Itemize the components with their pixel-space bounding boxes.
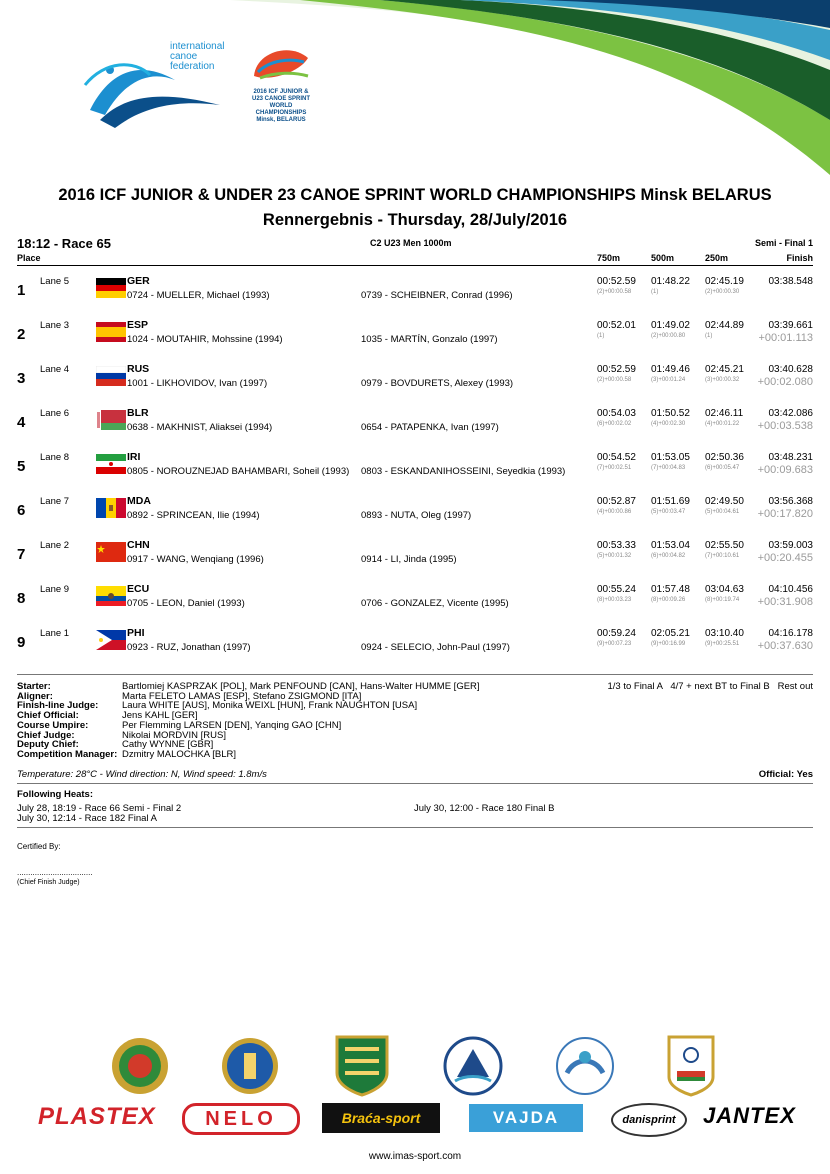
icf-logo — [80, 40, 240, 130]
result-finish-gap: +00:01.113 — [758, 332, 813, 344]
result-place: 5 — [17, 458, 26, 475]
result-place: 7 — [17, 546, 26, 563]
gap-250m: (4)+00:01.22 — [705, 421, 740, 427]
sponsor-braca-sport: Braća-sport — [322, 1103, 440, 1133]
result-row — [0, 628, 830, 672]
gap-750m: (2)+00:00.58 — [597, 289, 632, 295]
result-finish: 04:16.178 — [768, 628, 813, 639]
column-500m: 500m — [651, 253, 675, 263]
official-role: Starter: — [17, 681, 51, 692]
split-750m: 00:54.03 — [597, 408, 636, 419]
result-lane: Lane 6 — [40, 408, 70, 419]
flag-icon — [96, 586, 126, 606]
race-category: C2 U23 Men 1000m — [370, 238, 452, 248]
result-nation: ESP — [127, 319, 149, 331]
result-finish-gap: +00:02.080 — [757, 376, 813, 388]
result-athlete-1: 0638 - MAKHNIST, Aliaksei (1994) — [127, 422, 273, 433]
progression-rules: 1/3 to Final A 4/7 + next BT to Final B Rest out — [607, 681, 813, 692]
result-lane: Lane 5 — [40, 276, 70, 287]
gap-750m: (6)+00:02.02 — [597, 421, 632, 427]
result-athlete-2: 0739 - SCHEIBNER, Conrad (1996) — [361, 290, 513, 301]
split-750m: 00:52.59 — [597, 364, 636, 375]
result-place: 4 — [17, 414, 26, 431]
split-250m: 02:45.19 — [705, 276, 744, 287]
column-finish: Finish — [786, 253, 813, 263]
following-rule — [17, 827, 813, 828]
split-750m: 00:52.87 — [597, 496, 636, 507]
gap-250m: (2)+00:00.30 — [705, 289, 740, 295]
split-500m: 01:49.46 — [651, 364, 690, 375]
split-500m: 01:49.02 — [651, 320, 690, 331]
split-250m: 02:50.36 — [705, 452, 744, 463]
official-role: Finish-line Judge: — [17, 700, 99, 712]
result-athlete-2: 0914 - LI, Jinda (1995) — [361, 554, 457, 565]
official-names: Per Flemming LARSEN [DEN], Yanqing GAO [CHN] — [122, 719, 342, 731]
official-role: Chief Judge: — [17, 729, 75, 741]
official-names: Cathy WYNNE [GBR] — [122, 739, 214, 751]
result-nation: ECU — [127, 583, 150, 595]
gap-750m: (5)+00:01.32 — [597, 553, 632, 559]
result-row — [0, 408, 830, 452]
result-athlete-1: 1001 - LIKHOVIDOV, Ivan (1997) — [127, 378, 268, 389]
result-lane: Lane 3 — [40, 320, 70, 331]
result-place: 6 — [17, 502, 26, 519]
gap-500m: (2)+00:00.80 — [651, 333, 686, 339]
result-finish: 03:59.003 — [768, 540, 813, 551]
result-nation: IRI — [127, 451, 141, 463]
split-250m: 02:45.21 — [705, 364, 744, 375]
gap-750m: (8)+00:03.23 — [597, 597, 632, 603]
header-rule — [17, 265, 813, 266]
flag-icon — [96, 410, 126, 430]
gap-250m: (7)+00:10.61 — [705, 553, 740, 559]
result-row — [0, 452, 830, 496]
result-athlete-2: 1035 - MARTÍN, Gonzalo (1997) — [361, 334, 498, 345]
result-finish: 04:10.456 — [768, 584, 813, 595]
gap-500m: (8)+00:09.26 — [651, 597, 686, 603]
result-athlete-2: 0706 - GONZALEZ, Vicente (1995) — [361, 598, 509, 609]
result-lane: Lane 8 — [40, 452, 70, 463]
official-names: Nikolai MORDVIN [RUS] — [122, 729, 226, 741]
result-place: 9 — [17, 634, 26, 651]
result-lane: Lane 4 — [40, 364, 70, 375]
gap-250m: (8)+00:19.74 — [705, 597, 740, 603]
split-750m: 00:52.59 — [597, 276, 636, 287]
result-place: 3 — [17, 370, 26, 387]
results-rule — [17, 674, 813, 675]
gap-750m: (7)+00:02.51 — [597, 465, 632, 471]
official-role: Competition Manager: — [17, 748, 118, 760]
flag-icon — [96, 498, 126, 518]
split-250m: 02:55.50 — [705, 540, 744, 551]
split-500m: 01:50.52 — [651, 408, 690, 419]
official-role: Course Umpire: — [17, 719, 89, 731]
column-750m: 750m — [597, 253, 621, 263]
sponsor-emblem-5 — [555, 1035, 615, 1102]
result-nation: GER — [127, 275, 150, 287]
split-500m: 01:51.69 — [651, 496, 690, 507]
split-750m: 00:52.01 — [597, 320, 636, 331]
split-500m: 02:05.21 — [651, 628, 690, 639]
gap-500m: (9)+00:16.99 — [651, 641, 686, 647]
split-500m: 01:53.05 — [651, 452, 690, 463]
flag-icon — [96, 454, 126, 474]
result-row — [0, 584, 830, 628]
gap-500m: (6)+00:04.82 — [651, 553, 686, 559]
flag-icon — [96, 630, 126, 650]
gap-500m: (1) — [651, 289, 659, 295]
result-finish: 03:40.628 — [768, 364, 813, 375]
split-500m: 01:53.04 — [651, 540, 690, 551]
result-finish: 03:48.231 — [768, 452, 813, 463]
official-role: Aligner: — [17, 690, 53, 702]
weather-info: Temperature: 28°C - Wind direction: N, Wind speed: 1.8m/s — [17, 769, 267, 780]
official-names: Bartlomiej KASPRZAK [POL], Mark PENFOUND [CAN], Hans-Walter HUMME [GER] — [122, 681, 480, 692]
official-names: Marta FELETO LAMAS [ESP], Stefano ZSIGMOND [ITA] — [122, 690, 362, 702]
result-athlete-2: 0654 - PATAPENKA, Ivan (1997) — [361, 422, 499, 433]
following-heat-2: July 30, 12:14 - Race 182 Final A — [17, 813, 157, 824]
sponsor-emblem-2 — [220, 1035, 280, 1102]
event-logo-icon — [250, 42, 312, 84]
result-athlete-1: 0923 - RUZ, Jonathan (1997) — [127, 642, 251, 653]
certified-dots: .................................. — [17, 868, 93, 877]
event-logo-text: 2016 ICF JUNIOR & U23 CANOE SPRINT WORLD CHAMPIONSHIPS Minsk, BELARUS — [251, 89, 310, 123]
result-finish-gap: +00:20.455 — [757, 552, 813, 564]
gap-250m: (9)+00:25.51 — [705, 641, 740, 647]
race-time: 18:12 - Race 65 — [17, 236, 111, 251]
gap-500m: (7)+00:04.83 — [651, 465, 686, 471]
result-place: 2 — [17, 326, 26, 343]
result-finish: 03:39.661 — [768, 320, 813, 331]
split-500m: 01:57.48 — [651, 584, 690, 595]
column-250m: 250m — [705, 253, 729, 263]
result-row — [0, 320, 830, 364]
result-lane: Lane 9 — [40, 584, 70, 595]
gap-250m: (5)+00:04.61 — [705, 509, 740, 515]
result-athlete-2: 0924 - SELECIO, John-Paul (1997) — [361, 642, 510, 653]
icf-logo-text: international canoe federation — [170, 41, 225, 72]
sponsor-vajda: VAJDA — [469, 1104, 583, 1132]
split-750m: 00:55.24 — [597, 584, 636, 595]
following-heat-1: July 28, 18:19 - Race 66 Semi - Final 2 — [17, 803, 182, 814]
gap-750m: (9)+00:07.23 — [597, 641, 632, 647]
result-nation: PHI — [127, 627, 145, 639]
result-finish-gap: +00:37.630 — [757, 640, 813, 652]
official-names: Laura WHITE [AUS], Monika WEIXL [HUN], Frank NAUGHTON [USA] — [122, 700, 418, 712]
result-place: 1 — [17, 282, 26, 299]
sponsor-emblem-4 — [443, 1035, 503, 1102]
certified-label: Certified By: — [17, 842, 61, 851]
following-heats-title: Following Heats: — [17, 789, 93, 800]
footer-url[interactable]: www.imas-sport.com — [368, 1151, 462, 1162]
result-nation: RUS — [127, 363, 150, 375]
result-athlete-1: 0892 - SPRINCEAN, Ilie (1994) — [127, 510, 260, 521]
result-nation: MDA — [127, 495, 151, 507]
sponsor-emblem-3 — [333, 1033, 391, 1102]
weather-rule — [17, 783, 813, 784]
split-750m: 00:54.52 — [597, 452, 636, 463]
result-finish-gap: +00:03.538 — [757, 420, 813, 432]
flag-icon — [96, 322, 126, 342]
split-750m: 00:59.24 — [597, 628, 636, 639]
result-finish: 03:38.548 — [768, 276, 813, 287]
result-row — [0, 496, 830, 540]
flag-icon — [96, 366, 126, 386]
gap-500m: (5)+00:03.47 — [651, 509, 686, 515]
result-finish: 03:56.368 — [768, 496, 813, 507]
split-250m: 02:49.50 — [705, 496, 744, 507]
gap-250m: (1) — [705, 333, 713, 339]
page-subtitle: Rennergebnis - Thursday, 28/July/2016 — [262, 211, 568, 229]
result-athlete-2: 0893 - NUTA, Oleg (1997) — [361, 510, 472, 521]
result-finish-gap: +00:09.683 — [757, 464, 813, 476]
certified-role: (Chief Finish Judge) — [17, 879, 80, 886]
official-status: Official: Yes — [758, 769, 813, 780]
result-athlete-1: 1024 - MOUTAHIR, Mohssine (1994) — [127, 334, 283, 345]
gap-250m: (6)+00:05.47 — [705, 465, 740, 471]
split-750m: 00:53.33 — [597, 540, 636, 551]
result-lane: Lane 2 — [40, 540, 70, 551]
sponsor-emblem-1 — [110, 1035, 170, 1102]
page-title: 2016 ICF JUNIOR & UNDER 23 CANOE SPRINT WORLD CHAMPIONSHIPS Minsk BELARUS — [58, 186, 772, 204]
gap-750m: (1) — [597, 333, 605, 339]
sponsor-jantex: JANTEX — [703, 1103, 796, 1128]
result-athlete-2: 0979 - BOVDURETS, Alexey (1993) — [361, 378, 514, 389]
gap-750m: (4)+00:00.86 — [597, 509, 632, 515]
split-250m: 03:04.63 — [705, 584, 744, 595]
official-role: Chief Official: — [17, 710, 79, 722]
result-athlete-1: 0917 - WANG, Wenqiang (1996) — [127, 554, 264, 565]
result-lane: Lane 7 — [40, 496, 70, 507]
split-250m: 02:46.11 — [705, 408, 744, 419]
following-heat-3: July 30, 12:00 - Race 180 Final B — [414, 803, 555, 814]
result-place: 8 — [17, 590, 26, 607]
sponsor-emblem-6 — [665, 1033, 717, 1102]
column-place: Place — [17, 253, 41, 263]
official-names: Dzmitry MALOCHKA [BLR] — [122, 748, 237, 760]
sponsor-plastex: PLASTEX — [38, 1103, 156, 1130]
sponsor-nelo: NELO — [182, 1103, 300, 1135]
gap-250m: (3)+00:00.32 — [705, 377, 740, 383]
flag-icon — [96, 542, 126, 562]
result-lane: Lane 1 — [40, 628, 70, 639]
result-nation: BLR — [127, 407, 149, 419]
result-finish-gap: +00:31.908 — [757, 596, 813, 608]
split-250m: 02:44.89 — [705, 320, 744, 331]
result-nation: CHN — [127, 539, 150, 551]
flag-icon — [96, 278, 126, 298]
gap-500m: (4)+00:02.30 — [651, 421, 686, 427]
race-phase: Semi - Final 1 — [754, 238, 813, 248]
result-row — [0, 540, 830, 584]
result-athlete-1: 0724 - MUELLER, Michael (1993) — [127, 290, 270, 301]
gap-500m: (3)+00:01.24 — [651, 377, 686, 383]
gap-750m: (2)+00:00.58 — [597, 377, 632, 383]
event-logo — [250, 42, 312, 130]
split-250m: 03:10.40 — [705, 628, 744, 639]
official-names: Jens KAHL [GER] — [122, 710, 198, 722]
result-row — [0, 364, 830, 408]
result-athlete-1: 0705 - LEON, Daniel (1993) — [127, 598, 245, 609]
official-role: Deputy Chief: — [17, 739, 79, 751]
result-athlete-2: 0803 - ESKANDANIHOSSEINI, Seyedkia (1993) — [361, 466, 566, 477]
result-finish-gap: +00:17.820 — [757, 508, 813, 520]
sponsor-danisprint: danisprint — [611, 1103, 687, 1137]
result-finish: 03:42.086 — [768, 408, 813, 419]
result-athlete-1: 0805 - NOROUZNEJAD BAHAMBARI, Soheil (1993) — [127, 466, 350, 477]
result-row — [0, 276, 830, 320]
split-500m: 01:48.22 — [651, 276, 690, 287]
